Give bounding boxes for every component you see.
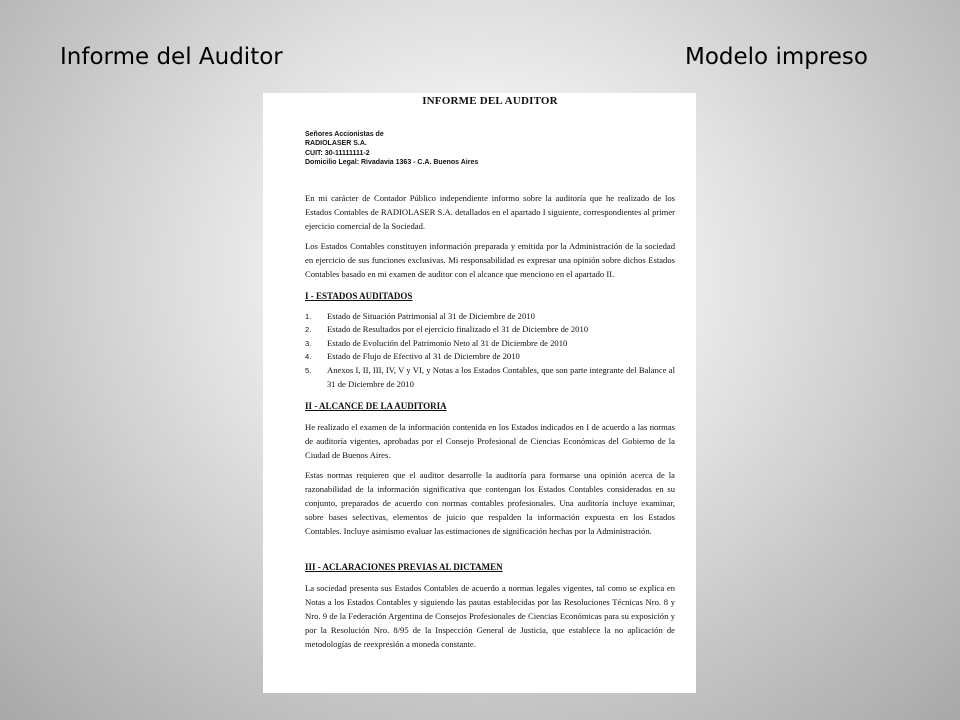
company-name: RADIOLASER S.A.	[305, 140, 367, 148]
audited-statements-list	[305, 310, 675, 392]
addressee-line: Señores Accionistas de	[305, 131, 384, 138]
list-item-text: Anexos I, II, III, IV, V y VI, y Notas a los Estados Contables, que son parte integrante del Balance al 31 de Diciembre de 2010	[327, 365, 675, 389]
slide-subtitle: Modelo impreso	[685, 44, 868, 70]
clarifications-paragraph: La sociedad presenta sus Estados Contables de acuerdo a normas legales vigentes, tal como se explica en Notas a los Estados Contables y siguiendo las pautas establecidas por las Resoluciones Técnicas Nro. 8 y Nro. 9 de la Federación Argentina de Consejos Profesionales de Ciencias Económicas para su exposición y por la Resolución Nro. 8/95 de la Inspección General de Justicia, que establece la no aplicación de metodologías de reexpresión a moneda constante.	[305, 583, 675, 650]
report-title: INFORME DEL AUDITOR	[422, 95, 558, 107]
scope-paragraph: He realizado el examen de la información contenida en los Estados indicados en I de acuerdo a las normas de auditoría vigentes, aprobadas por el Consejo Profesional de Ciencias Económicas del Gobierno de la Ciudad de Buenos Aires.	[305, 422, 675, 461]
list-item-number: 1.	[305, 311, 312, 321]
company-cuit: CUIT: 30-11111111-2	[305, 149, 370, 157]
list-item-number: 4.	[305, 352, 312, 362]
list-item-text: Estado de Flujo de Efectivo al 31 de Diciembre de 2010	[327, 351, 520, 362]
list-item-text: Estado de Situación Patrimonial al 31 de Diciembre de 2010	[327, 310, 535, 321]
company-address: Domicilio Legal: Rivadavia 1363 - C.A. Buenos Aires	[305, 159, 479, 167]
list-item-text: Estado de Resultados por el ejercicio finalizado el 31 de Diciembre de 2010	[327, 324, 589, 335]
scope-paragraph: Estas normas requieren que el auditor desarrolle la auditoría para formarse una opinión acerca de la razonabilidad de la información significativa que contengan los Estados Contables considerados en su conjunto, preparados de acuerdo con normas contables profesionales. Una auditoría incluye examinar, sobre bases selectivas, elementos de juicio que respalden la información expuesta en los Estados Contables. Incluye asimismo evaluar las estimaciones de significación hechas por la Administración.	[305, 470, 675, 537]
slide-title: Informe del Auditor	[60, 44, 283, 70]
intro-paragraph: Los Estados Contables constituyen información preparada y emitida por la Administración de la sociedad en ejercicio de sus funciones exclusivas. Mi responsabilidad es expresar una opinión sobre dichos Estados Contables basado en mi examen de auditor con el alcance que menciono en el apartado II.	[305, 240, 675, 279]
list-item	[305, 364, 675, 391]
addressee-block	[305, 130, 675, 168]
section-heading-prior-clarifications: III - ACLARACIONES PREVIAS AL DICTAMEN	[305, 562, 503, 573]
intro-paragraph: En mi carácter de Contador Público independiente informo sobre la auditoría que he realizado de los Estados Contables de RADIOLASER S.A. detallados en el apartado I siguiente, correspondientes al primer ejercicio comercial de la Sociedad.	[305, 192, 675, 231]
list-item	[305, 337, 675, 351]
list-item	[305, 310, 675, 324]
list-item-number: 2.	[305, 325, 312, 335]
list-item-number: 5.	[305, 366, 312, 375]
auditor-report-document	[263, 93, 696, 693]
list-item	[305, 350, 675, 364]
list-item-text: Estado de Evolución del Patrimonio Neto al 31 de Diciembre de 2010	[327, 337, 568, 348]
list-item-number: 3.	[305, 338, 312, 348]
section-heading-audit-scope: II - ALCANCE DE LA AUDITORIA	[305, 401, 447, 412]
list-item	[305, 323, 675, 337]
section-heading-audited-statements: I - ESTADOS AUDITADOS	[305, 290, 413, 301]
